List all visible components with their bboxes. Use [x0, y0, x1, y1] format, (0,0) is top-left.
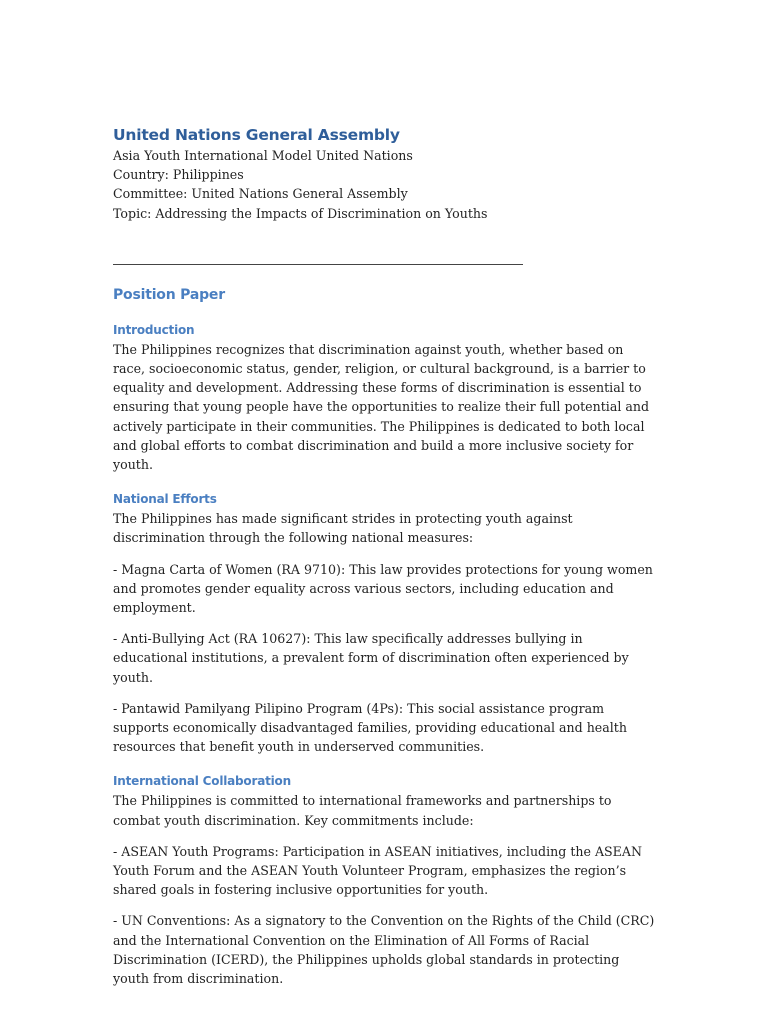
anti-bullying-item: - Anti-Bullying Act (RA 10627): This law specifically addresses bullying in educational institutions, a prevalent form of discrimination often experienced by youth. [113, 631, 629, 685]
topic-line: Topic: Addressing the Impacts of Discrimination on Youths [113, 205, 488, 221]
document-page [113, 124, 658, 988]
pantawid-program-item: - Pantawid Pamilyang Pilipino Program (4Ps): This social assistance program supports economically disadvantaged families, providing educational and health resources that benefit youth in underserved communities. [113, 700, 627, 755]
international-collaboration-heading: International Collaboration [113, 774, 291, 789]
position-paper-heading: Position Paper [113, 286, 225, 303]
introduction-heading: Introduction [113, 322, 195, 337]
magna-carta-item: - Magna Carta of Women (RA 9710): This law provides protections for young women and promotes gender equality across various sectors, including education and employment. [113, 561, 653, 616]
horizontal-divider [113, 252, 523, 265]
international-intro-paragraph: The Philippines is committed to international frameworks and partnerships to combat youth discrimination. Key commitments include: [113, 793, 612, 828]
committee-line: Committee: United Nations General Assembly [113, 186, 408, 202]
document-title: United Nations General Assembly [113, 126, 400, 144]
national-intro-paragraph: The Philippines has made significant strides in protecting youth against discrimination through the following national measures: [113, 511, 573, 546]
un-conventions-item: - UN Conventions: As a signatory to the Convention on the Rights of the Child (CRC) and the International Convention on the Elimination of All Forms of Racial Discrimination (ICERD), the Philippines upholds global standards in protecting youth from discrimination. [113, 913, 655, 987]
national-efforts-heading: National Efforts [113, 492, 217, 507]
country-line: Country: Philippines [113, 167, 244, 183]
conference-line: Asia Youth International Model United Nations [113, 148, 413, 163]
asean-programs-item: - ASEAN Youth Programs: Participation in ASEAN initiatives, including the ASEAN Youth Forum and the ASEAN Youth Volunteer Program, emphasizes the region’s shared goals in fostering inclusive opportunities for youth. [113, 843, 642, 898]
introduction-paragraph: The Philippines recognizes that discrimination against youth, whether based on race, socioeconomic status, gender, religion, or cultural background, is a barrier to equality and development. Addressing these forms of discrimination is essential to ensuring that young people have the opportunities to realize their full potential and actively participate in their communities. The Philippines is dedicated to both local and global efforts to combat discrimination and build a more inclusive society for youth. [113, 341, 650, 473]
